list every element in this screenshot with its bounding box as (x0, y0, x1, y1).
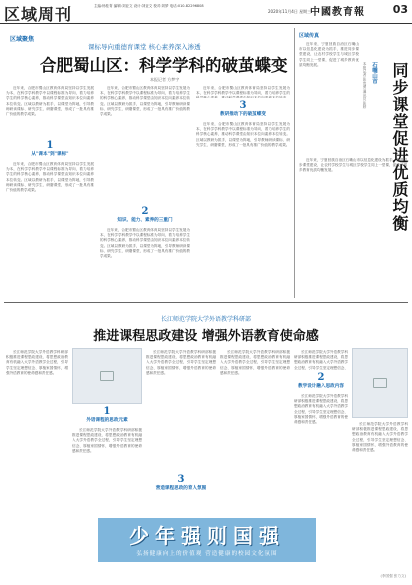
feature-column-tag: 区域聚焦 (10, 36, 35, 43)
section-name: 区域周刊 (4, 5, 73, 24)
sidebar-kicker: 石嘴山市 (371, 62, 377, 84)
subhead-number: 2 (317, 372, 325, 383)
second-subhead-1 (72, 406, 142, 423)
second-body-text: 长江师范学院大学外语教学科研部积极推进课程思政建设，将思想政治教育有机融入大学外语教学全过程，引导学生坚定理想信念、厚植家国情怀，增强外语教育的使命感和责任感。 (146, 350, 216, 375)
feature-byline: 本报记者 方梦宇 (150, 77, 180, 82)
second-article-header (60, 314, 352, 344)
second-body-column (352, 422, 408, 542)
subhead-number: 3 (177, 474, 185, 485)
second-body-text: 长江师范学院大学外语教学科研部积极推进课程思政建设，将思想政治教育有机融入大学外语教学全过程，引导学生坚定理想信念、厚植家国情怀，增强外语教育的使命感和责任感。 (72, 428, 142, 453)
feature-subhead-1 (6, 140, 94, 157)
feature-body-column (100, 86, 190, 204)
feature-body-text: 近年来，合肥市蜀山区教育体育局坚持以学生发展为本，在科学学科教学中以课程标准为导向，着力培养学生的科学核心素养，推动科学课堂由知识本位向素养本位转变。区域以教研为抓手，以课堂为阵地，引导教师研读课标、研究学生、研磨课堂，形成了一批具有推广价值的教学成果。 (196, 122, 290, 147)
issue-info: 主编:杨桂青 编辑:刘亚文 设计:刘亚文 校对:刘梦 电话:010-82296808 (94, 4, 204, 8)
feature-body-column (100, 228, 190, 294)
masthead (0, 0, 412, 24)
second-body-text: 长江师范学院大学外语教学科研部积极推进课程思政建设，将思想政治教育有机融入大学外语教学全过程，引导学生坚定理想信念、厚植家国情怀，增强外语教育的使命感和责任感。 (294, 394, 348, 425)
subhead-number: 1 (46, 140, 54, 151)
feature-body-text: 近年来，合肥市蜀山区教育体育局坚持以学生发展为本，在科学学科教学中以课程标准为导向，着力培养学生的科学核心素养，推动科学课堂由知识本位向素养本位转变。区域以教研为抓手，以课堂为阵地，引导教师研读课标、研究学生、研磨课堂，形成了一批具有推广价值的教学成果。 (6, 86, 94, 117)
subhead-text: 外语课程的思政元素 (86, 418, 128, 423)
editor-credit: (李国强 张力文) (380, 574, 406, 578)
article-photo (352, 348, 408, 418)
subhead-text: 教学设计融入思政内容 (298, 384, 344, 389)
photo-icon (100, 371, 114, 381)
subhead-text: 从"课本"到"课标" (31, 152, 69, 157)
second-body-column (294, 394, 348, 510)
page-number: 03 (392, 3, 408, 16)
feature-subhead-2 (100, 206, 190, 223)
banner-title: 少年强则国强 (129, 524, 285, 548)
subhead-text: 知识、能力、素养的三重门 (117, 218, 173, 223)
section-divider (4, 302, 408, 303)
sidebar-column-tag: 区域传真 (299, 33, 320, 39)
sidebar-body-column (299, 158, 407, 294)
banner-subtitle: 弘扬健康向上的价值观 营造健康的校园文化氛围 (136, 551, 278, 557)
sidebar-byline: 本报记者 张贵勇 通讯员 张婷 (363, 62, 367, 109)
sidebar-body-text: 近年来，宁夏回族自治区石嘴山市以信息化建设为抓手，推进同步课堂建设，让农村学校学生与城区学校学生同上一堂课，促进了城乡教育优质均衡发展。 (299, 42, 359, 67)
feature-body-text: 近年来，合肥市蜀山区教育体育局坚持以学生发展为本，在科学学科教学中以课程标准为导向，着力培养学生的科学核心素养，推动科学课堂由知识本位向素养本位转变。区域以教研为抓手，以课堂为阵地，引导教师研读课标、研究学生、研磨课堂，形成了一批具有推广价值的教学成果。 (100, 86, 190, 117)
second-body-column (220, 350, 290, 510)
sidebar-article (294, 28, 410, 298)
footer-banner (98, 518, 316, 562)
feature-subhead-3 (196, 100, 290, 117)
feature-body-column (6, 162, 94, 294)
second-body-column (146, 350, 216, 470)
feature-body-text: 近年来，合肥市蜀山区教育体育局坚持以学生发展为本，在科学学科教学中以课程标准为导向，着力培养学生的科学核心素养，推动科学课堂由知识本位向素养本位转变。区域以教研为抓手，以课堂为阵地，引导教师研读课标、研究学生、研磨课堂，形成了一批具有推广价值的教学成果。 (100, 228, 190, 259)
second-body-column (294, 350, 348, 370)
subhead-text: 营造课程思政的育人氛围 (155, 486, 207, 491)
feature-title: 合肥蜀山区：科学学科的破茧蝶变 (40, 56, 288, 75)
subhead-number: 3 (239, 100, 247, 111)
feature-kicker: 课标导向重德育课堂 核心素养深入渗透 (88, 43, 201, 51)
feature-body-column (6, 86, 94, 138)
feature-body-text: 近年来，合肥市蜀山区教育体育局坚持以学生发展为本，在科学学科教学中以课程标准为导向，着力培养学生的科学核心素养，推动科学课堂由知识本位向素养本位转变。区域以教研为抓手，以课堂为阵地，引导教师研读课标、研究学生、研磨课堂，形成了一批具有推广价值的教学成果。 (6, 162, 94, 193)
subhead-text: 教研推动下的破茧蝶变 (220, 112, 266, 117)
second-article-kicker: 长江师范学院大学外语教学科研部 (160, 316, 251, 323)
second-article-title: 推进课程思政建设 增强外语教育使命感 (93, 329, 319, 344)
sidebar-body-column (299, 42, 359, 152)
second-body-text: 长江师范学院大学外语教学科研部积极推进课程思政建设，将思想政治教育有机融入大学外语教学全过程，引导学生坚定理想信念、 (294, 350, 348, 370)
sidebar-title: 同步课堂促进优质均衡 (390, 62, 409, 232)
second-body-text: 长江师范学院大学外语教学科研部积极推进课程思政建设，将思想政治教育有机融入大学外语教学全过程，引导学生坚定理想信念、厚植家国情怀，增强外语教育的使命感和责任感。 (6, 350, 68, 375)
second-subhead-3 (146, 474, 216, 491)
second-body-text: 长江师范学院大学外语教学科研部积极推进课程思政建设，将思想政治教育有机融入大学外语教学全过程，引导学生坚定理想信念、厚植家国情怀，增强外语教育的使命感和责任感。 (352, 422, 408, 453)
second-subhead-2 (294, 372, 348, 389)
feature-body-column (196, 122, 290, 294)
sidebar-body-text: 近年来，宁夏回族自治区石嘴山市以信息化建设为抓手，推进同步课堂建设，让农村学校学生与城区学校学生同上一堂课，促进了城乡教育优质均衡发展。 (299, 158, 407, 173)
article-photo (72, 348, 142, 404)
second-body-column (72, 428, 142, 510)
feature-body-column (196, 86, 290, 98)
feature-body-text: 近年来，合肥市蜀山区教育体育局坚持以学生发展为本，在科学学科教学中以课程标准为导向，着力培养学生的 (196, 86, 290, 96)
second-body-column (6, 350, 68, 510)
date-info: 2020年11月4日 星期三 (268, 9, 312, 14)
paper-name: 中國教育報 (310, 7, 365, 18)
second-body-text: 长江师范学院大学外语教学科研部积极推进课程思政建设，将思想政治教育有机融入大学外语教学全过程，引导学生坚定理想信念、厚植家国情怀，增强外语教育的使命感和责任感。 (220, 350, 290, 375)
subhead-number: 2 (141, 206, 149, 217)
photo-icon (373, 378, 387, 388)
subhead-number: 1 (103, 406, 111, 417)
